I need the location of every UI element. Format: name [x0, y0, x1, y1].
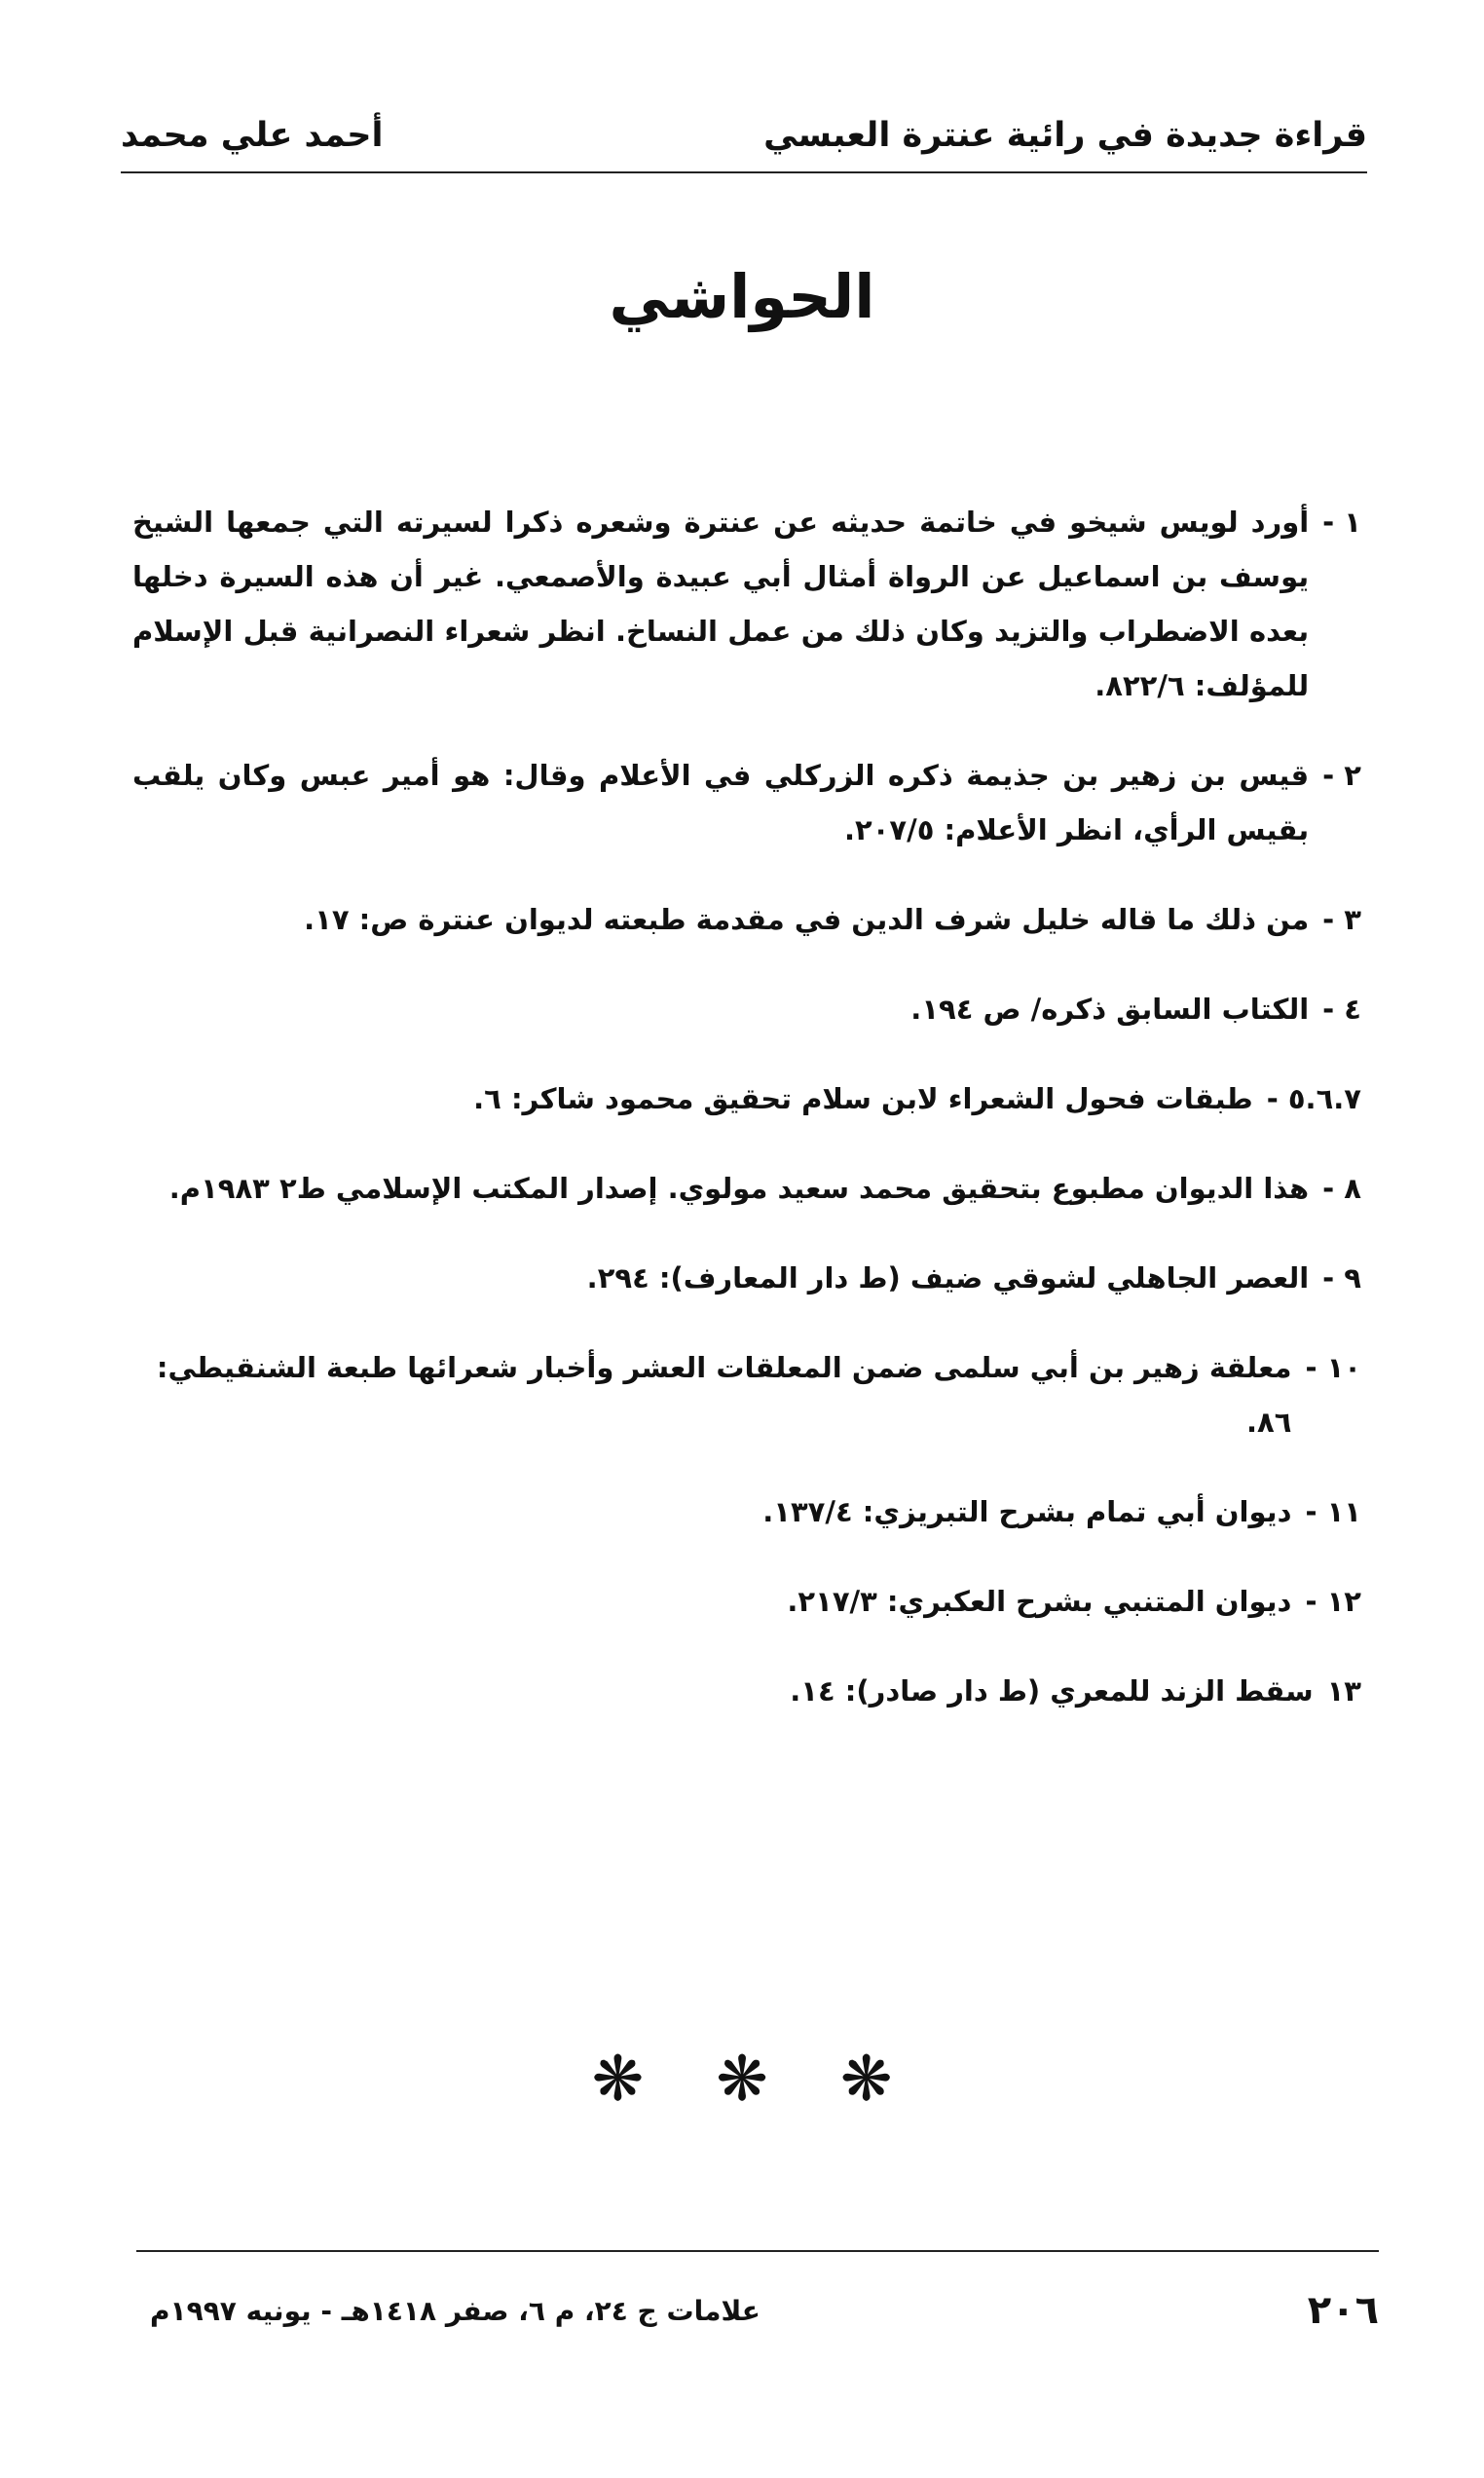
footnote-number: ٥.٦.٧ -	[1266, 1082, 1361, 1115]
footnote-text: من ذلك ما قاله خليل شرف الدين في مقدمة طبعته لديوان عنترة ص: ١٧.	[304, 903, 1310, 936]
header-divider	[121, 171, 1367, 173]
article-title: قراءة جديدة في رائية عنترة العبسي	[763, 116, 1367, 155]
footnote-text: الكتاب السابق ذكره/ ص ١٩٤.	[910, 993, 1310, 1026]
running-header	[121, 105, 1367, 166]
footnote-number: ١٠ -	[1305, 1351, 1361, 1384]
footnote-2	[132, 748, 1361, 857]
footnote-text: العصر الجاهلي لشوقي ضيف (ط دار المعارف): ٢٩٤.	[586, 1261, 1310, 1295]
footnote-number: ٢ -	[1322, 759, 1361, 792]
footnote-3	[132, 892, 1361, 947]
footnote-4	[132, 982, 1361, 1036]
footnote-5-7	[132, 1071, 1361, 1126]
footnote-text: ديوان المتنبي بشرح العكبري: ٢١٧/٣.	[787, 1585, 1292, 1618]
footnote-12	[132, 1574, 1361, 1629]
footnote-number: ٣ -	[1322, 903, 1361, 936]
asterism-icon: ❋	[591, 2044, 645, 2116]
footnote-text: معلقة زهير بن أبي سلمى ضمن المعلقات العشر وأخبار شعرائها طبعة الشنقيطي: ٨٦.	[156, 1351, 1292, 1439]
footnote-number: ١٣	[1326, 1674, 1361, 1708]
section-title: الحواشي	[609, 261, 875, 332]
footnote-number: ١١ -	[1305, 1495, 1361, 1528]
running-footer	[136, 2281, 1379, 2340]
footnote-number: ٤ -	[1322, 993, 1361, 1026]
footnote-text: طبقات فحول الشعراء لابن سلام تحقيق محمود شاكر: ٦.	[473, 1082, 1253, 1115]
journal-citation: علامات ج ٢٤، م ٦، صفر ١٤١٨هـ - يونيه ١٩٩٧م	[150, 2294, 761, 2327]
page-number: ٢٠٦	[1307, 2288, 1379, 2333]
footnote-text: هذا الديوان مطبوع بتحقيق محمد سعيد مولوي. إصدار المكتب الإسلامي ط٢ ١٩٨٣م.	[168, 1172, 1310, 1205]
footnote-text: أورد لويس شيخو في خاتمة حديثه عن عنترة وشعره ذكرا لسيرته التي جمعها الشيخ يوسف بن اسماعيل عن الرواة أمثال أبي عبيدة والأصمعي. غير أن هذه السيرة دخلها بعده الاضطراب والتزيد وكان ذلك من عمل النساخ. انظر شعراء النصرانية قبل الإسلام للمؤلف: ٨٢٢/٦.	[132, 506, 1310, 702]
footnote-9	[132, 1251, 1361, 1305]
footnotes-list	[132, 495, 1361, 1753]
footnote-number: ٨ -	[1322, 1172, 1361, 1205]
author-name: أحمد علي محمد	[121, 116, 384, 155]
footnote-text: قيس بن زهير بن جذيمة ذكره الزركلي في الأعلام وقال: هو أمير عبس وكان يلقب بقيس الرأي، انظر الأعلام: ٢٠٧/٥.	[132, 759, 1310, 846]
footer-divider	[136, 2250, 1379, 2252]
footnote-8	[132, 1161, 1361, 1216]
footnote-text: سقط الزند للمعري (ط دار صادر): ١٤.	[790, 1674, 1314, 1708]
footnote-1	[132, 495, 1361, 713]
footnote-text: ديوان أبي تمام بشرح التبريزي: ١٣٧/٤.	[762, 1495, 1292, 1528]
asterism-icon: ❋	[716, 2044, 768, 2116]
footnote-number: ١٢ -	[1305, 1585, 1361, 1618]
footnote-10	[132, 1340, 1361, 1449]
footnote-number: ١ -	[1322, 506, 1361, 539]
section-end-ornament	[0, 2046, 1484, 2114]
footnote-13	[132, 1664, 1361, 1718]
footnote-11	[132, 1484, 1361, 1539]
footnote-number: ٩ -	[1322, 1261, 1361, 1295]
asterism-icon: ❋	[839, 2044, 893, 2116]
